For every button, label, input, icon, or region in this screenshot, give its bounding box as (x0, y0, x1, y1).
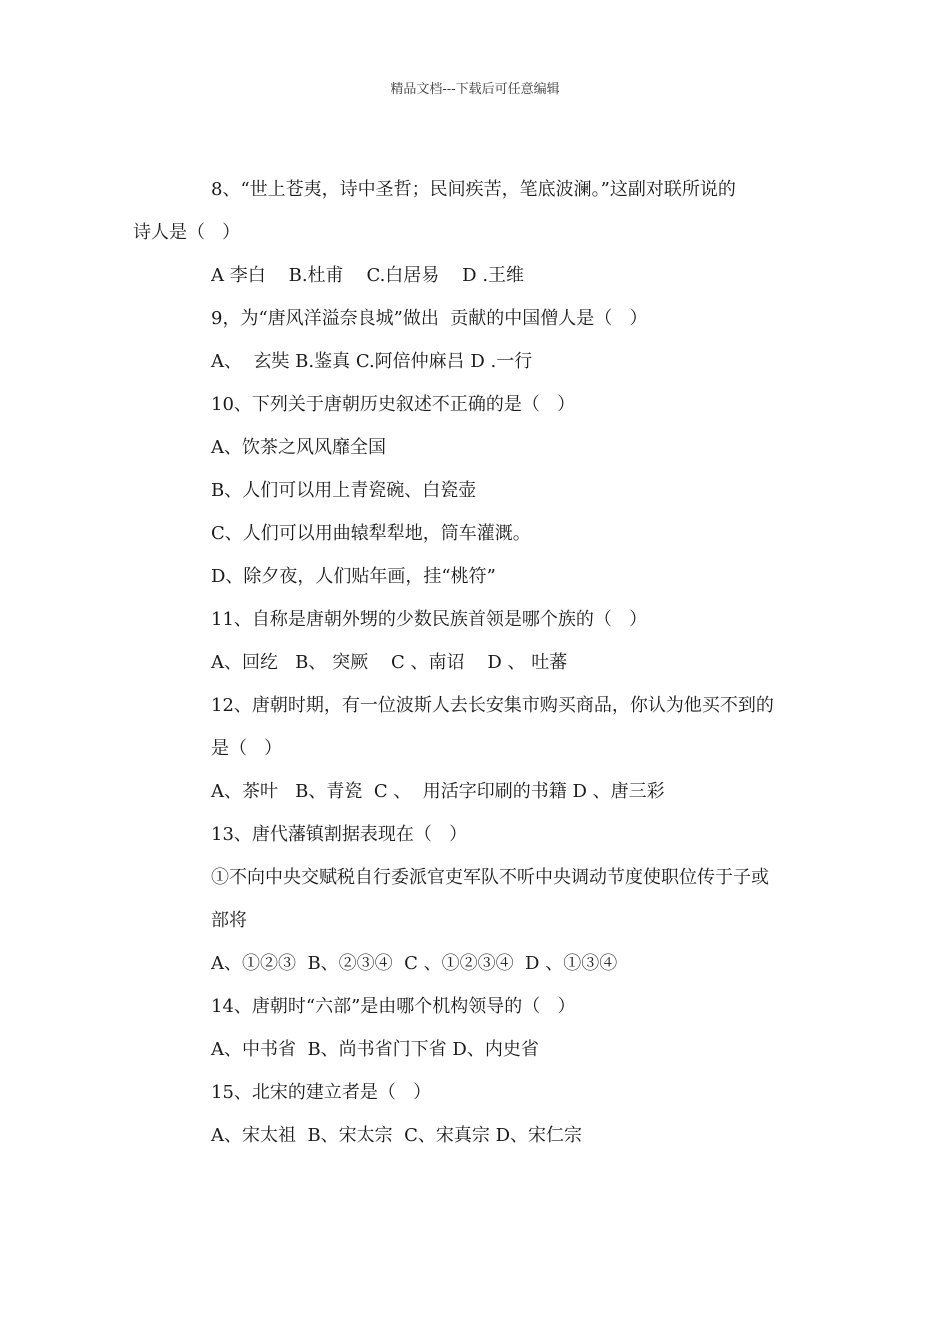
question-10-text: 10、下列关于唐朝历史叙述不正确的是（ ） (211, 394, 576, 415)
question-13-options: A、①②③ B、②③④ C 、①②③④ D 、①③④ (211, 953, 618, 974)
question-10-option-b: B、人们可以用上青瓷碗、白瓷壶 (211, 480, 477, 501)
question-12-text: 12、唐朝时期，有一位波斯人去长安集市购买商品，你认为他买不到的 (211, 695, 774, 716)
question-8-continuation: 诗人是（ ） (133, 222, 241, 243)
question-12-continuation: 是（ ） (211, 738, 283, 759)
question-9-text: 9，为“唐风洋溢奈良城”做出 贡献的中国僧人是（ ） (211, 308, 648, 329)
question-12-options: A、茶叶 B、青瓷 C 、 用活字印刷的书籍 D 、唐三彩 (211, 781, 665, 802)
question-10-option-d: D、除夕夜，人们贴年画，挂“桃符” (211, 566, 496, 587)
question-8-text: 8、“世上苍夷，诗中圣哲；民间疾苦，笔底波澜。”这副对联所说的 (211, 179, 736, 200)
question-11-options: A、回纥 B、 突厥 C 、南诏 D 、 吐蕃 (211, 652, 568, 673)
page-header: 精品文档---下载后可任意编辑 (390, 82, 560, 97)
question-14-options: A、中书省 B、尚书省门下省 D、内史省 (211, 1039, 539, 1060)
question-14-text: 14、唐朝时“六部”是由哪个机构领导的（ ） (211, 996, 576, 1017)
question-13-statements: ①不向中央交赋税自行委派官吏军队不听中央调动节度使职位传于子或 (211, 867, 769, 888)
question-10-option-c: C、人们可以用曲辕犁犁地，筒车灌溉。 (211, 523, 531, 544)
question-10-option-a: A、饮茶之风风靡全国 (211, 437, 386, 458)
document-body (133, 168, 823, 1157)
question-11-text: 11、自称是唐朝外甥的少数民族首领是哪个族的（ ） (211, 609, 648, 630)
question-15-options: A、宋太祖 B、宋太宗 C、宋真宗 D、宋仁宗 (211, 1125, 583, 1146)
question-15-text: 15、北宋的建立者是（ ） (211, 1082, 432, 1103)
question-8-options: A 李白 B.杜甫 C.白居易 D .王维 (211, 265, 525, 286)
question-13-text: 13、唐代藩镇割据表现在（ ） (211, 824, 468, 845)
question-13-statements-continuation: 部将 (211, 910, 247, 931)
question-9-options: A、 玄奘 B.鉴真 C.阿倍仲麻吕 D .一行 (211, 351, 533, 372)
